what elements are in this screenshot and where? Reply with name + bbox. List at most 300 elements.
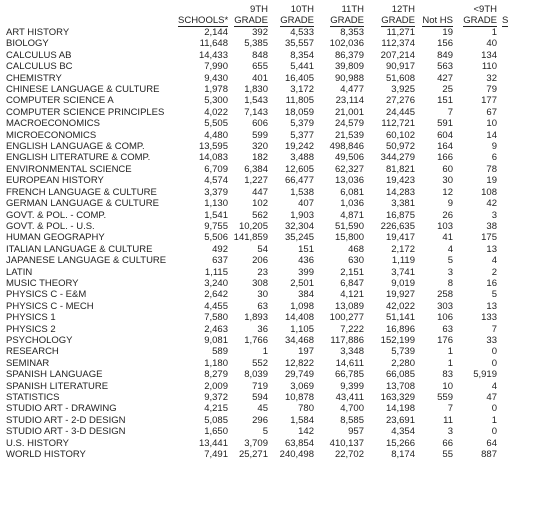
cell-not-hs: 19 [442, 27, 453, 38]
cell-lt9th-grade: 1 [491, 414, 497, 426]
table-row [6, 107, 533, 118]
cell-lt9th-grade: 64 [486, 437, 497, 449]
cell-12th-grade: 90,917 [385, 61, 415, 73]
cell-lt9th-grade: 7 [491, 323, 497, 335]
cell-lt9th-grade: 175 [481, 232, 497, 244]
cell-12th-grade: 81,821 [385, 163, 415, 175]
cell-10th-grade: 384 [298, 289, 314, 301]
cell-schools: 492 [212, 243, 228, 255]
ap-exam-table [6, 5, 533, 460]
table-row [6, 426, 533, 437]
cell-clipped [499, 301, 533, 312]
cell-not-hs: 258 [437, 289, 453, 301]
cell-lt9th-grade: 19 [486, 175, 497, 187]
cell-12th-grade: 2,172 [391, 243, 415, 255]
cell-clipped [499, 438, 533, 449]
cell-not-hs: 166 [437, 152, 453, 164]
cell-12th-grade: 13,708 [385, 380, 415, 392]
cell-not-hs: 303 [437, 300, 453, 312]
cell-schools: 1,541 [204, 209, 228, 221]
table-row [6, 312, 533, 323]
cell-clipped [499, 187, 533, 198]
table-row [6, 335, 533, 346]
cell-lt9th-grade: 4 [491, 255, 497, 267]
cell-11th-grade: 43,411 [335, 392, 364, 403]
cell-lt9th-grade: 67 [486, 106, 497, 118]
cell-11th-grade: 7,222 [340, 323, 364, 335]
cell-not-hs: 427 [437, 72, 453, 84]
cell-11th-grade: 4,477 [340, 84, 364, 96]
cell-10th-grade: 4,533 [290, 27, 314, 38]
cell-10th-grade: 63,854 [284, 437, 314, 449]
cell-lt9th-grade: 47 [486, 392, 497, 403]
cell-11th-grade: 21,001 [334, 106, 364, 118]
cell-10th-grade: 16,405 [284, 72, 314, 84]
cell-schools: 2,642 [204, 289, 228, 301]
cell-lt9th-grade: 0 [491, 403, 497, 415]
cell-subject: ENGLISH LANGUAGE & COMP. [6, 141, 145, 153]
cell-12th-grade: 50,972 [385, 141, 415, 153]
cell-11th-grade: 90,988 [334, 72, 364, 84]
cell-12th-grade: 344,279 [380, 152, 415, 164]
cell-not-hs: 604 [437, 129, 453, 141]
cell-11th-grade: 957 [348, 426, 364, 438]
cell-schools: 7,580 [204, 312, 228, 324]
cell-subject: HUMAN GEOGRAPHY [6, 232, 105, 244]
cell-11th-grade: 39,809 [334, 61, 364, 73]
cell-11th-grade: 6,081 [340, 186, 364, 198]
cell-not-hs: 55 [442, 449, 453, 461]
cell-9th-grade: 23 [257, 266, 268, 278]
cell-not-hs: 83 [442, 369, 453, 381]
table-row [6, 392, 533, 403]
cell-9th-grade: 25,271 [238, 449, 268, 461]
cell-schools: 9,081 [204, 334, 228, 346]
cell-subject: ITALIAN LANGUAGE & CULTURE [6, 243, 153, 255]
header-12th-grade: GRADE [381, 15, 415, 26]
cell-lt9th-grade: 134 [481, 49, 497, 61]
cell-schools: 9,755 [204, 220, 228, 232]
cell-12th-grade: 1,119 [391, 255, 415, 267]
cell-not-hs: 176 [437, 334, 453, 346]
cell-10th-grade: 436 [298, 255, 314, 267]
table-row [6, 118, 533, 129]
cell-not-hs: 591 [437, 118, 453, 130]
cell-lt9th-grade: 10 [486, 118, 497, 130]
cell-9th-grade: 5,385 [244, 38, 268, 50]
cell-subject: LATIN [6, 266, 33, 278]
cell-lt9th-grade: 33 [486, 334, 497, 346]
cell-clipped [499, 278, 533, 289]
cell-subject: STUDIO ART - 3-D DESIGN [6, 426, 126, 438]
cell-schools: 5,505 [204, 118, 228, 130]
header-top-schools [178, 5, 230, 15]
cell-subject: STUDIO ART - DRAWING [6, 403, 117, 415]
cell-subject: PHYSICS 1 [6, 312, 56, 324]
cell-11th-grade: 62,327 [334, 163, 364, 175]
table-row [6, 164, 533, 175]
cell-11th-grade: 49,506 [334, 152, 364, 164]
table-row [6, 324, 533, 335]
cell-schools: 2,009 [204, 380, 228, 392]
cell-lt9th-grade: 177 [481, 95, 497, 107]
table-row [6, 221, 533, 232]
cell-not-hs: 563 [437, 61, 453, 73]
cell-clipped [499, 335, 533, 346]
cell-subject: CALCULUS BC [6, 61, 73, 73]
cell-not-hs: 7 [447, 106, 453, 118]
cell-9th-grade: 401 [252, 72, 268, 84]
cell-schools: 3,379 [204, 186, 228, 198]
header-row-bottom [6, 15, 533, 27]
table-row [6, 73, 533, 84]
header-lt9th-grade: GRADE [463, 15, 497, 26]
table-row [6, 187, 533, 198]
header-top-lt9th: <9TH [473, 5, 497, 15]
cell-10th-grade: 1,903 [290, 209, 314, 221]
cell-lt9th-grade: 38 [486, 220, 497, 232]
cell-subject: COMPUTER SCIENCE A [6, 95, 114, 107]
cell-subject: COMPUTER SCIENCE PRINCIPLES [6, 106, 165, 118]
cell-11th-grade: 6,847 [340, 277, 364, 289]
cell-not-hs: 5 [447, 255, 453, 267]
cell-lt9th-grade: 13 [486, 243, 497, 255]
cell-not-hs: 30 [442, 175, 453, 187]
cell-lt9th-grade: 9 [491, 141, 497, 153]
table-row [6, 152, 533, 163]
cell-schools: 5,506 [204, 232, 228, 244]
cell-clipped [499, 358, 533, 369]
cell-not-hs: 3 [447, 426, 453, 438]
cell-not-hs: 7 [447, 403, 453, 415]
cell-clipped [499, 38, 533, 49]
table-body [6, 27, 533, 460]
cell-lt9th-grade: 42 [486, 198, 497, 210]
cell-subject: RESEARCH [6, 346, 59, 358]
cell-schools: 1,130 [204, 198, 228, 210]
cell-clipped [499, 210, 533, 221]
cell-not-hs: 103 [437, 220, 453, 232]
cell-10th-grade: 5,379 [290, 118, 314, 130]
cell-lt9th-grade: 0 [491, 357, 497, 369]
cell-clipped [499, 415, 533, 426]
cell-9th-grade: 3,709 [244, 437, 268, 449]
table-row [6, 50, 533, 61]
cell-10th-grade: 240,498 [279, 449, 314, 461]
cell-subject: STUDIO ART - 2-D DESIGN [6, 414, 126, 426]
cell-9th-grade: 8,039 [244, 369, 268, 381]
ap-exam-table-container [6, 5, 533, 460]
cell-not-hs: 9 [447, 198, 453, 210]
cell-12th-grade: 2,280 [391, 357, 415, 369]
cell-clipped [499, 449, 533, 460]
header-11th-grade: GRADE [330, 15, 364, 26]
cell-subject: JAPANESE LANGUAGE & CULTURE [6, 255, 167, 267]
cell-lt9th-grade: 1 [491, 27, 497, 38]
cell-12th-grade: 207,214 [380, 49, 415, 61]
cell-clipped [499, 324, 533, 335]
table-row [6, 175, 533, 186]
table-header [6, 5, 533, 27]
header-top-12th: 12TH [391, 5, 415, 15]
cell-9th-grade: 6,384 [244, 163, 268, 175]
cell-clipped [499, 61, 533, 72]
cell-10th-grade: 18,059 [284, 106, 314, 118]
cell-subject: BIOLOGY [6, 38, 49, 50]
table-row [6, 84, 533, 95]
cell-10th-grade: 11,805 [285, 95, 314, 107]
cell-12th-grade: 27,276 [385, 95, 415, 107]
cell-schools: 3,240 [204, 277, 228, 289]
table-row [6, 278, 533, 289]
cell-clipped [499, 152, 533, 163]
cell-schools: 13,595 [198, 141, 228, 153]
cell-schools: 637 [212, 255, 228, 267]
table-row [6, 95, 533, 106]
table-row [6, 27, 533, 38]
cell-12th-grade: 60,102 [385, 129, 415, 141]
header-top-clipped [499, 5, 533, 15]
table-row [6, 415, 533, 426]
table-row [6, 438, 533, 449]
cell-schools: 1,115 [204, 266, 228, 278]
cell-not-hs: 849 [437, 49, 453, 61]
cell-11th-grade: 21,539 [334, 129, 364, 141]
cell-9th-grade: 1,893 [244, 312, 268, 324]
cell-9th-grade: 1,830 [244, 84, 268, 96]
cell-lt9th-grade: 79 [486, 84, 497, 96]
header-row-top [6, 5, 533, 15]
cell-11th-grade: 2,151 [340, 266, 364, 278]
cell-10th-grade: 5,377 [290, 129, 314, 141]
cell-9th-grade: 102 [252, 198, 268, 210]
cell-10th-grade: 2,501 [290, 277, 314, 289]
cell-schools: 4,480 [204, 129, 228, 141]
cell-schools: 9,372 [204, 392, 228, 403]
cell-clipped [499, 392, 533, 403]
cell-9th-grade: 599 [252, 129, 268, 141]
cell-not-hs: 11 [443, 414, 453, 426]
cell-lt9th-grade: 0 [491, 426, 497, 438]
cell-12th-grade: 16,896 [385, 323, 415, 335]
cell-11th-grade: 9,399 [340, 380, 364, 392]
cell-subject: PHYSICS C - MECH [6, 300, 94, 312]
cell-10th-grade: 3,069 [290, 380, 314, 392]
cell-not-hs: 26 [442, 209, 453, 221]
cell-11th-grade: 468 [348, 243, 364, 255]
cell-10th-grade: 5,441 [290, 61, 314, 73]
cell-lt9th-grade: 3 [491, 209, 497, 221]
table-row [6, 232, 533, 243]
cell-lt9th-grade: 0 [491, 346, 497, 358]
cell-not-hs: 156 [437, 38, 453, 50]
table-row [6, 210, 533, 221]
cell-12th-grade: 51,608 [385, 72, 415, 84]
cell-10th-grade: 35,557 [284, 38, 314, 50]
cell-10th-grade: 1,538 [290, 186, 314, 198]
cell-11th-grade: 117,886 [330, 334, 364, 346]
cell-lt9th-grade: 2 [491, 266, 497, 278]
cell-clipped [499, 27, 533, 38]
cell-subject: SEMINAR [6, 357, 50, 369]
cell-subject: MUSIC THEORY [6, 277, 79, 289]
cell-subject: SPANISH LITERATURE [6, 380, 109, 392]
cell-11th-grade: 498,846 [329, 141, 364, 153]
cell-schools: 11,648 [199, 38, 228, 50]
header-subject [6, 15, 178, 27]
cell-10th-grade: 407 [298, 198, 314, 210]
cell-subject: CHINESE LANGUAGE & CULTURE [6, 84, 160, 96]
cell-10th-grade: 3,172 [290, 84, 314, 96]
cell-not-hs: 1 [447, 346, 453, 358]
cell-clipped [499, 312, 533, 323]
cell-schools: 1,180 [204, 357, 228, 369]
header-not-hs: Not HS [422, 15, 453, 26]
cell-9th-grade: 30 [257, 289, 268, 301]
cell-10th-grade: 66,477 [284, 175, 314, 187]
cell-lt9th-grade: 13 [486, 300, 497, 312]
cell-subject: MACROECONOMICS [6, 118, 100, 130]
cell-10th-grade: 3,488 [290, 152, 314, 164]
header-top-11th: 11TH [341, 5, 364, 15]
cell-9th-grade: 45 [257, 403, 268, 415]
cell-lt9th-grade: 5,919 [473, 369, 497, 381]
cell-subject: GOVT. & POL. - U.S. [6, 220, 95, 232]
cell-12th-grade: 11,271 [386, 27, 415, 38]
table-row [6, 381, 533, 392]
cell-12th-grade: 42,022 [385, 300, 415, 312]
table-row [6, 369, 533, 380]
cell-11th-grade: 86,379 [334, 49, 364, 61]
cell-clipped [499, 73, 533, 84]
cell-lt9th-grade: 14 [486, 129, 497, 141]
cell-not-hs: 4 [447, 243, 453, 255]
cell-10th-grade: 10,878 [284, 392, 314, 403]
table-row [6, 244, 533, 255]
table-row [6, 38, 533, 49]
cell-clipped [499, 95, 533, 106]
cell-9th-grade: 5 [262, 426, 268, 438]
cell-12th-grade: 112,721 [381, 118, 415, 130]
cell-9th-grade: 10,205 [238, 220, 268, 232]
cell-lt9th-grade: 4 [491, 380, 497, 392]
cell-schools: 9,430 [204, 72, 228, 84]
cell-not-hs: 3 [447, 266, 453, 278]
cell-11th-grade: 4,871 [340, 209, 364, 221]
cell-schools: 14,083 [198, 152, 228, 164]
cell-10th-grade: 19,242 [284, 141, 314, 153]
cell-schools: 8,279 [204, 369, 228, 381]
cell-9th-grade: 848 [252, 49, 268, 61]
cell-9th-grade: 719 [252, 380, 268, 392]
cell-not-hs: 1 [447, 357, 453, 369]
cell-12th-grade: 51,141 [385, 312, 415, 324]
cell-12th-grade: 112,374 [381, 38, 415, 50]
cell-schools: 4,215 [204, 403, 228, 415]
cell-12th-grade: 66,085 [385, 369, 415, 381]
cell-lt9th-grade: 108 [481, 186, 497, 198]
header-9th-grade: GRADE [234, 15, 268, 26]
header-schools: SCHOOLS* [178, 15, 229, 26]
cell-not-hs: 60 [442, 163, 453, 175]
cell-10th-grade: 399 [298, 266, 314, 278]
cell-11th-grade: 1,036 [340, 198, 364, 210]
cell-10th-grade: 197 [298, 346, 314, 358]
table-row [6, 346, 533, 357]
cell-schools: 1,650 [204, 426, 228, 438]
cell-12th-grade: 19,423 [385, 175, 415, 187]
cell-clipped [499, 84, 533, 95]
cell-10th-grade: 1,584 [290, 414, 314, 426]
cell-subject: U.S. HISTORY [6, 437, 69, 449]
cell-9th-grade: 141,859 [233, 232, 268, 244]
cell-lt9th-grade: 5 [491, 289, 497, 301]
cell-11th-grade: 4,700 [340, 403, 364, 415]
table-row [6, 267, 533, 278]
cell-12th-grade: 163,329 [380, 392, 415, 403]
cell-11th-grade: 100,277 [329, 312, 364, 324]
cell-12th-grade: 14,283 [385, 186, 415, 198]
cell-10th-grade: 29,749 [284, 369, 314, 381]
table-row [6, 403, 533, 414]
cell-12th-grade: 16,875 [385, 209, 415, 221]
cell-12th-grade: 3,741 [391, 266, 415, 278]
table-row [6, 301, 533, 312]
header-top-not-hs [417, 5, 455, 15]
cell-lt9th-grade: 16 [486, 277, 497, 289]
table-row [6, 449, 533, 460]
cell-9th-grade: 296 [252, 414, 268, 426]
cell-10th-grade: 12,822 [284, 357, 314, 369]
cell-9th-grade: 54 [257, 243, 268, 255]
cell-11th-grade: 51,590 [334, 220, 364, 232]
cell-schools: 13,441 [198, 437, 228, 449]
cell-12th-grade: 19,927 [385, 289, 415, 301]
cell-clipped [499, 369, 533, 380]
cell-clipped [499, 426, 533, 437]
cell-not-hs: 559 [437, 392, 453, 403]
cell-schools: 589 [212, 346, 228, 358]
cell-10th-grade: 142 [298, 426, 314, 438]
cell-lt9th-grade: 32 [486, 72, 497, 84]
cell-12th-grade: 3,381 [391, 198, 415, 210]
cell-schools: 4,455 [204, 300, 228, 312]
cell-clipped [499, 198, 533, 209]
cell-9th-grade: 308 [252, 277, 268, 289]
cell-subject: GOVT. & POL. - COMP. [6, 209, 107, 221]
cell-subject: WORLD HISTORY [6, 449, 86, 461]
cell-10th-grade: 35,245 [284, 232, 314, 244]
cell-subject: PHYSICS C - E&M [6, 289, 87, 301]
cell-12th-grade: 4,354 [391, 426, 415, 438]
cell-not-hs: 164 [437, 141, 453, 153]
cell-clipped [499, 221, 533, 232]
cell-9th-grade: 320 [252, 141, 268, 153]
cell-9th-grade: 552 [252, 357, 268, 369]
cell-12th-grade: 5,739 [391, 346, 415, 358]
cell-clipped [499, 50, 533, 61]
cell-not-hs: 25 [442, 84, 453, 96]
table-row [6, 141, 533, 152]
cell-12th-grade: 15,266 [385, 437, 415, 449]
cell-schools: 4,574 [204, 175, 228, 187]
cell-12th-grade: 8,174 [391, 449, 415, 461]
cell-11th-grade: 22,702 [334, 449, 364, 461]
cell-schools: 4,022 [204, 106, 228, 118]
header-top-subject [6, 5, 178, 15]
cell-9th-grade: 182 [252, 152, 268, 164]
cell-10th-grade: 1,105 [290, 323, 314, 335]
